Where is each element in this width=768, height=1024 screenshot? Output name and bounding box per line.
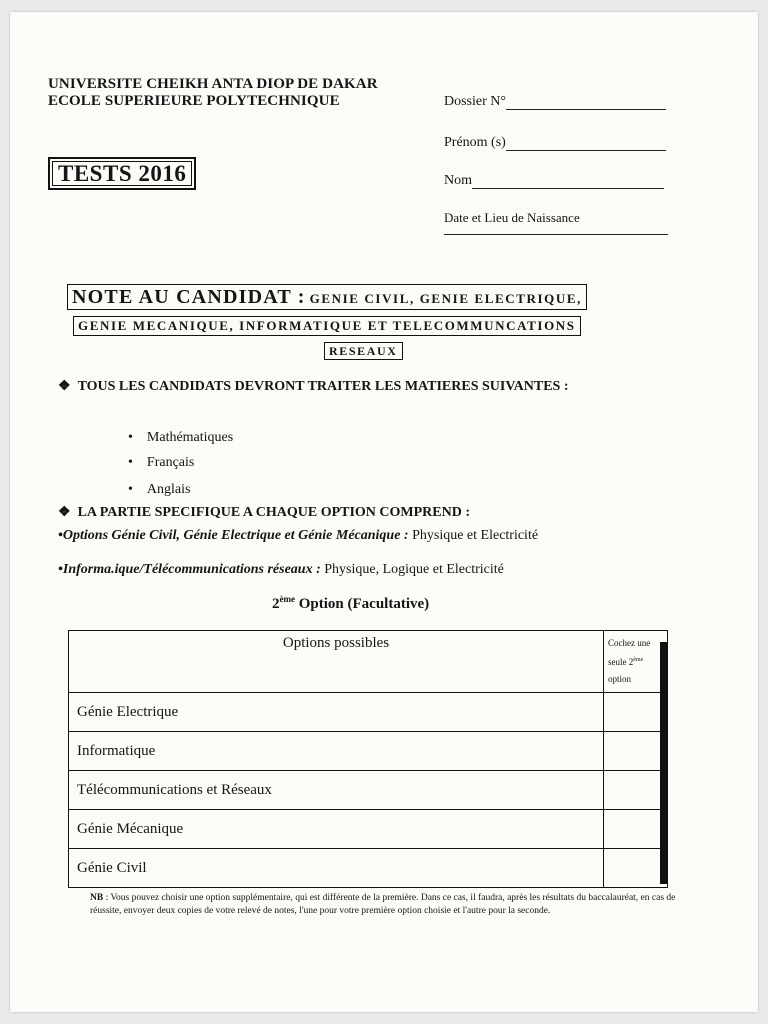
section2-heading-text: LA PARTIE SPECIFIQUE A CHAQUE OPTION COMPREND : xyxy=(77,505,471,520)
option-line: •Options Génie Civil, Génie Electrique et Génie Mécanique : Physique et Electricité xyxy=(58,528,539,543)
option-name: Informatique xyxy=(69,732,604,771)
option-checkbox[interactable] xyxy=(604,849,668,888)
nom-label: Nom xyxy=(444,173,472,188)
option-checkbox[interactable] xyxy=(604,810,668,849)
option-name: Génie Mécanique xyxy=(69,810,604,849)
second-option-title: 2ème Option (Facultative) xyxy=(272,594,430,612)
nb-note xyxy=(90,892,690,918)
options-table xyxy=(68,630,668,888)
table-row xyxy=(69,693,668,732)
school-name: ECOLE SUPERIEURE POLYTECHNIQUE xyxy=(48,93,340,109)
check-header: Cochez une seule 2ème option xyxy=(604,631,668,693)
prenom-label: Prénom (s) xyxy=(444,135,506,150)
table-row xyxy=(69,849,668,888)
option-name: Télécommunications et Réseaux xyxy=(69,771,604,810)
option-checkbox[interactable] xyxy=(604,732,668,771)
tests-title: TESTS 2016 xyxy=(48,157,196,190)
nb-text: : Vous pouvez choisir une option supplémentaire, qui est différente de la première. Dans ce cas, il faudra, après les résultats du baccalauréat, en cas de réussite, envoyer deux copies de votre relevé de notes, l'une pour votre première option choisie et l'autre pour la seconde. xyxy=(90,893,676,916)
note-title-box xyxy=(67,284,587,310)
option-line: •Informa.ique/Télécommunications réseaux : Physique, Logique et Electricité xyxy=(58,562,504,577)
note-line1: GENIE CIVIL, GENIE ELECTRIQUE, xyxy=(309,291,582,306)
nom-field[interactable] xyxy=(444,173,664,189)
nb-label: NB xyxy=(90,893,104,903)
diamond-bullet-icon: ❖ xyxy=(58,505,71,520)
subject-item: • Anglais xyxy=(128,482,191,497)
note-line2: GENIE MECANIQUE, INFORMATIQUE ET TELECOMMUNCATIONS xyxy=(73,316,581,336)
date-lieu-line[interactable] xyxy=(444,234,668,235)
subject-item: • Mathématiques xyxy=(128,430,234,445)
section2-heading xyxy=(58,504,470,521)
option-name: Génie Civil xyxy=(69,849,604,888)
note-title: NOTE AU CANDIDAT : xyxy=(72,286,306,308)
dossier-line[interactable] xyxy=(506,95,666,110)
table-row xyxy=(69,771,668,810)
subject-item: • Français xyxy=(128,455,195,470)
nom-line[interactable] xyxy=(472,174,664,189)
university-name: UNIVERSITE CHEIKH ANTA DIOP DE DAKAR xyxy=(48,76,378,92)
dossier-field[interactable] xyxy=(444,94,666,110)
options-header: Options possibles xyxy=(69,631,604,693)
table-header-row xyxy=(69,631,668,693)
exam-sheet xyxy=(10,12,758,1012)
option-name: Génie Electrique xyxy=(69,693,604,732)
table-row xyxy=(69,810,668,849)
diamond-bullet-icon: ❖ xyxy=(58,379,71,394)
prenom-field[interactable] xyxy=(444,135,666,151)
section1-heading-text: TOUS LES CANDIDATS DEVRONT TRAITER LES MATIERES SUIVANTES : xyxy=(77,379,569,394)
date-lieu-label: Date et Lieu de Naissance xyxy=(444,210,580,225)
prenom-line[interactable] xyxy=(506,136,666,151)
option-checkbox[interactable] xyxy=(604,771,668,810)
option-checkbox[interactable] xyxy=(604,693,668,732)
table-row xyxy=(69,732,668,771)
note-line3: RESEAUX xyxy=(324,342,403,360)
section1-heading xyxy=(58,378,569,395)
dossier-label: Dossier N° xyxy=(444,94,506,109)
